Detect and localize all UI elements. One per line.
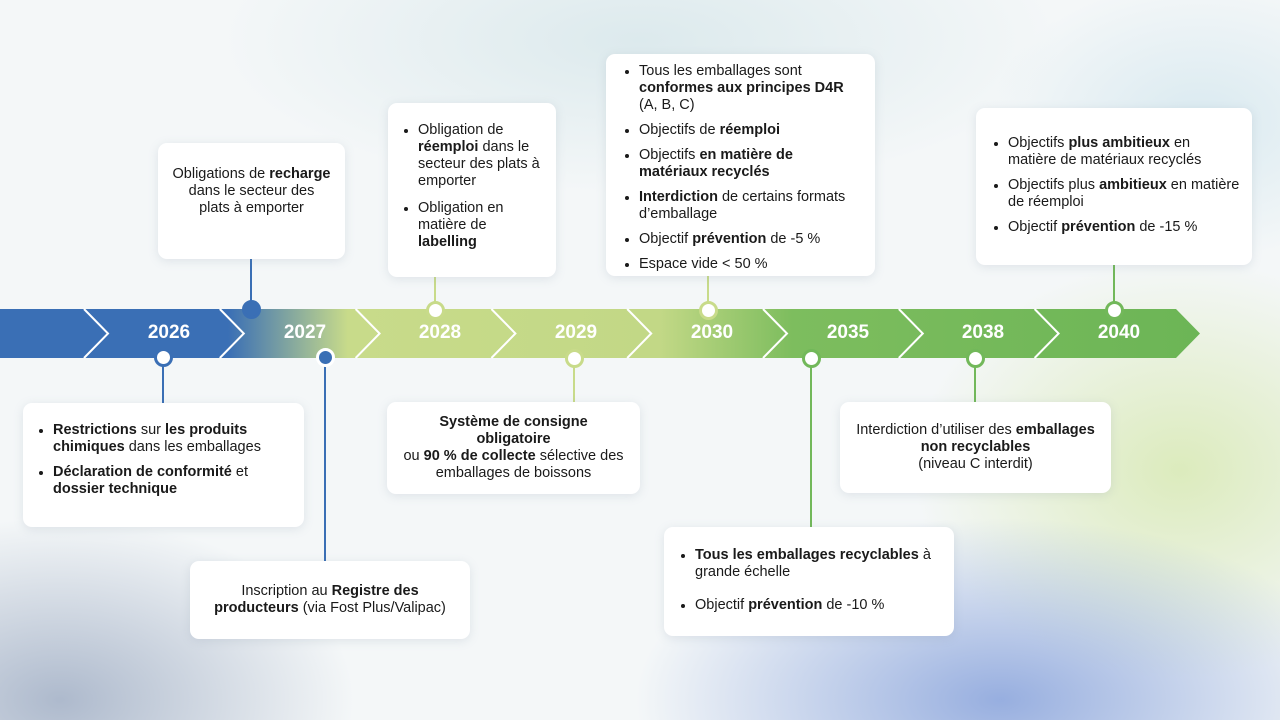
event-box-2026 [23, 403, 304, 527]
milestone-dot-2027-top [242, 300, 261, 319]
year-label-2030: 2030 [690, 322, 734, 343]
event-2026-item-1: • Restrictions sur les produits chimiques dans les emballages [53, 422, 292, 456]
connector-2040 [1113, 265, 1115, 303]
connector-2026 [162, 363, 164, 403]
event-box-2027-bottom: Inscription au Registre des producteurs (via Fost Plus/Valipac) [190, 561, 470, 639]
event-2030-item-6: • Espace vide < 50 % [639, 256, 861, 273]
milestone-dot-2027-bottom [316, 348, 335, 367]
milestone-dot-2028 [426, 301, 445, 320]
milestone-dot-2026 [154, 348, 173, 367]
event-2040-item-3: • Objectif prévention de -15 % [1008, 219, 1242, 236]
event-2040-item-2: • Objectifs plus ambitieux en matière de réemploi [1008, 177, 1242, 211]
milestone-dot-2030 [699, 301, 718, 320]
event-box-2030 [606, 54, 875, 276]
connector-2027-bottom [324, 363, 326, 561]
year-label-2027: 2027 [283, 322, 327, 343]
event-2035-item-2: • Objectif prévention de -10 % [695, 597, 944, 614]
event-box-2027-top: Obligations de recharge dans le secteur des plats à emporter [158, 143, 345, 259]
event-2026-item-2: • Déclaration de conformité et dossier technique [53, 464, 292, 498]
event-2030-item-1: • Tous les emballages sont conformes aux principes D4R (A, B, C) [639, 63, 861, 114]
event-2030-item-4: • Interdiction de certains formats d’emballage [639, 189, 861, 223]
event-2030-item-3: • Objectifs en matière de matériaux recyclés [639, 147, 861, 181]
event-2028-item-2: • Obligation en matière de labelling [418, 200, 548, 251]
event-2029-title: Système de consigne obligatoire [439, 414, 588, 447]
milestone-dot-2040 [1105, 301, 1124, 320]
event-2040-item-1: • Objectifs plus ambitieux en matière de matériaux recyclés [1008, 135, 1242, 169]
event-box-2038 [840, 402, 1111, 493]
event-2030-item-2: • Objectifs de réemploi [639, 122, 861, 139]
year-label-2029: 2029 [554, 322, 598, 343]
connector-2030 [707, 276, 709, 303]
event-2035-item-1: • Tous les emballages recyclables à grande échelle [695, 547, 944, 581]
year-label-2038: 2038 [961, 322, 1005, 343]
event-2038-note: (niveau C interdit) [918, 456, 1033, 472]
year-label-2035: 2035 [826, 322, 870, 343]
milestone-dot-2035 [802, 349, 821, 368]
event-box-2028 [388, 103, 556, 277]
event-2038-text: Interdiction d’utiliser des emballages non recyclables [856, 422, 1095, 455]
connector-2027-top [250, 259, 252, 303]
event-2030-item-5: • Objectif prévention de -5 % [639, 231, 861, 248]
year-label-2040: 2040 [1097, 322, 1141, 343]
milestone-dot-2029 [565, 349, 584, 368]
event-box-2029 [387, 402, 640, 494]
connector-2028 [434, 277, 436, 303]
event-2028-item-1: • Obligation de réemploi dans le secteur des plats à emporter [418, 122, 548, 190]
connector-2035 [810, 364, 812, 527]
year-label-2026: 2026 [147, 322, 191, 343]
event-box-2040 [976, 108, 1252, 265]
connector-2029 [573, 364, 575, 402]
event-box-2035 [664, 527, 954, 636]
year-label-2028: 2028 [418, 322, 462, 343]
connector-2038 [974, 364, 976, 402]
event-2029-text: ou 90 % de collecte sélective des emballages de boissons [403, 448, 624, 481]
milestone-dot-2038 [966, 349, 985, 368]
